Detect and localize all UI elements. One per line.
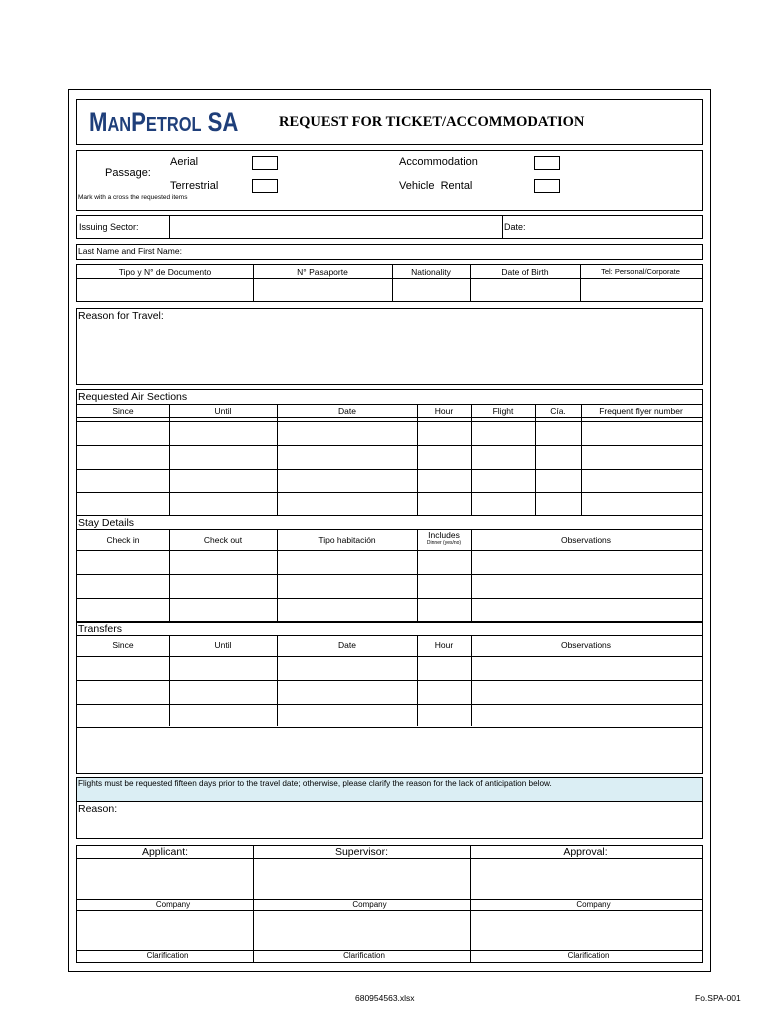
air-col-until: Until (214, 406, 232, 416)
passage-note: Mark with a cross the requested items (78, 194, 188, 201)
applicant-clarification-label: Clarification (146, 951, 189, 960)
issuing-row (76, 215, 703, 239)
transfers-title: Transfers (78, 623, 122, 635)
stay-details-table (76, 515, 703, 623)
anticipation-notice-text: Flights must be requested fifteen days prior to the travel date; otherwise, please clarify the reason for the lack of anticipation below. (78, 779, 552, 788)
air-sections-table (76, 389, 703, 516)
nationality-header: Nationality (411, 267, 451, 277)
vehicle-rental-checkbox[interactable] (534, 179, 560, 193)
stay-col-check-in: Check in (106, 535, 140, 545)
phone-field[interactable] (582, 280, 700, 300)
stay-details-title: Stay Details (78, 517, 135, 529)
name-label: Last Name and First Name: (78, 246, 182, 256)
air-col-flight: Flight (492, 406, 514, 416)
accommodation-label: Accommodation (399, 156, 478, 168)
passage-label: Passage: (105, 167, 151, 179)
supervisor-company-field[interactable] (255, 912, 469, 949)
footer-filename: 680954563.xlsx (355, 993, 415, 1003)
air-col-frequent-flyer: Frequent flyer number (599, 406, 683, 416)
reason-travel-label: Reason for Travel: (78, 310, 164, 322)
issuing-sector-field[interactable] (171, 216, 501, 237)
doc-type-header: Tipo y N° de Documento (118, 267, 212, 277)
approval-label: Approval: (563, 846, 608, 858)
name-row[interactable] (76, 244, 703, 260)
identity-table (76, 264, 703, 302)
issuing-sector-label: Issuing Sector: (79, 222, 139, 232)
form-title: REQUEST FOR TICKET/ACCOMMODATION (279, 114, 585, 130)
form-header (76, 99, 703, 145)
passage-section (76, 150, 703, 211)
transfers-col-date: Date (338, 640, 356, 650)
stay-col-observations: Observations (560, 535, 612, 545)
nationality-field[interactable] (394, 280, 469, 300)
reason-label: Reason: (78, 803, 118, 815)
transfers-col-observations: Observations (560, 640, 612, 650)
applicant-label: Applicant: (141, 846, 189, 858)
phone-header: Tel: Personal/Corporate (601, 267, 680, 276)
terrestrial-checkbox[interactable] (252, 179, 278, 193)
signatures-table (76, 845, 703, 963)
air-col-since: Since (112, 406, 134, 416)
aerial-checkbox[interactable] (252, 156, 278, 170)
supervisor-label: Supervisor: (334, 846, 389, 858)
approval-signature-field[interactable] (472, 860, 701, 898)
aerial-label: Aerial (170, 156, 199, 168)
transfers-col-until: Until (214, 640, 232, 650)
birth-date-field[interactable] (472, 280, 579, 300)
accommodation-checkbox[interactable] (534, 156, 560, 170)
applicant-signature-field[interactable] (77, 860, 252, 898)
reason-travel-box[interactable] (76, 308, 703, 385)
air-col-cia: Cía. (550, 406, 566, 416)
supervisor-company-label: Company (352, 900, 387, 909)
stay-col-room-type: Tipo habitación (318, 535, 376, 545)
anticipation-notice (76, 777, 703, 802)
transfers-table (76, 621, 703, 774)
supervisor-signature-field[interactable] (255, 860, 469, 898)
transfers-col-since: Since (112, 640, 134, 650)
reason-box[interactable] (76, 801, 703, 839)
air-col-date: Date (338, 406, 356, 416)
doc-type-field[interactable] (77, 280, 252, 300)
company-logo: MANPETROL SA (89, 107, 239, 137)
passport-header: N° Pasaporte (297, 267, 348, 277)
approval-company-field[interactable] (472, 912, 701, 949)
stay-col-includes: Includes (428, 530, 460, 540)
terrestrial-label: Terrestrial (170, 180, 219, 192)
applicant-company-field[interactable] (77, 912, 252, 949)
transfers-col-hour: Hour (434, 640, 454, 650)
passport-field[interactable] (255, 280, 391, 300)
stay-col-check-out: Check out (203, 535, 243, 545)
stay-col-includes-sub: Dinner (yes/no) (426, 540, 462, 546)
air-sections-title: Requested Air Sections (78, 391, 188, 403)
footer-form-code: Fo.SPA-001 (695, 993, 741, 1003)
air-col-hour: Hour (434, 406, 454, 416)
date-label: Date: (504, 222, 526, 232)
approval-company-label: Company (576, 900, 611, 909)
supervisor-clarification-label: Clarification (343, 951, 385, 960)
applicant-company-label: Company (155, 900, 191, 909)
approval-clarification-label: Clarification (567, 951, 610, 960)
date-field[interactable] (532, 216, 700, 237)
birth-date-header: Date of Birth (501, 267, 549, 277)
vehicle-rental-label: Vehicle Rental (399, 180, 473, 192)
